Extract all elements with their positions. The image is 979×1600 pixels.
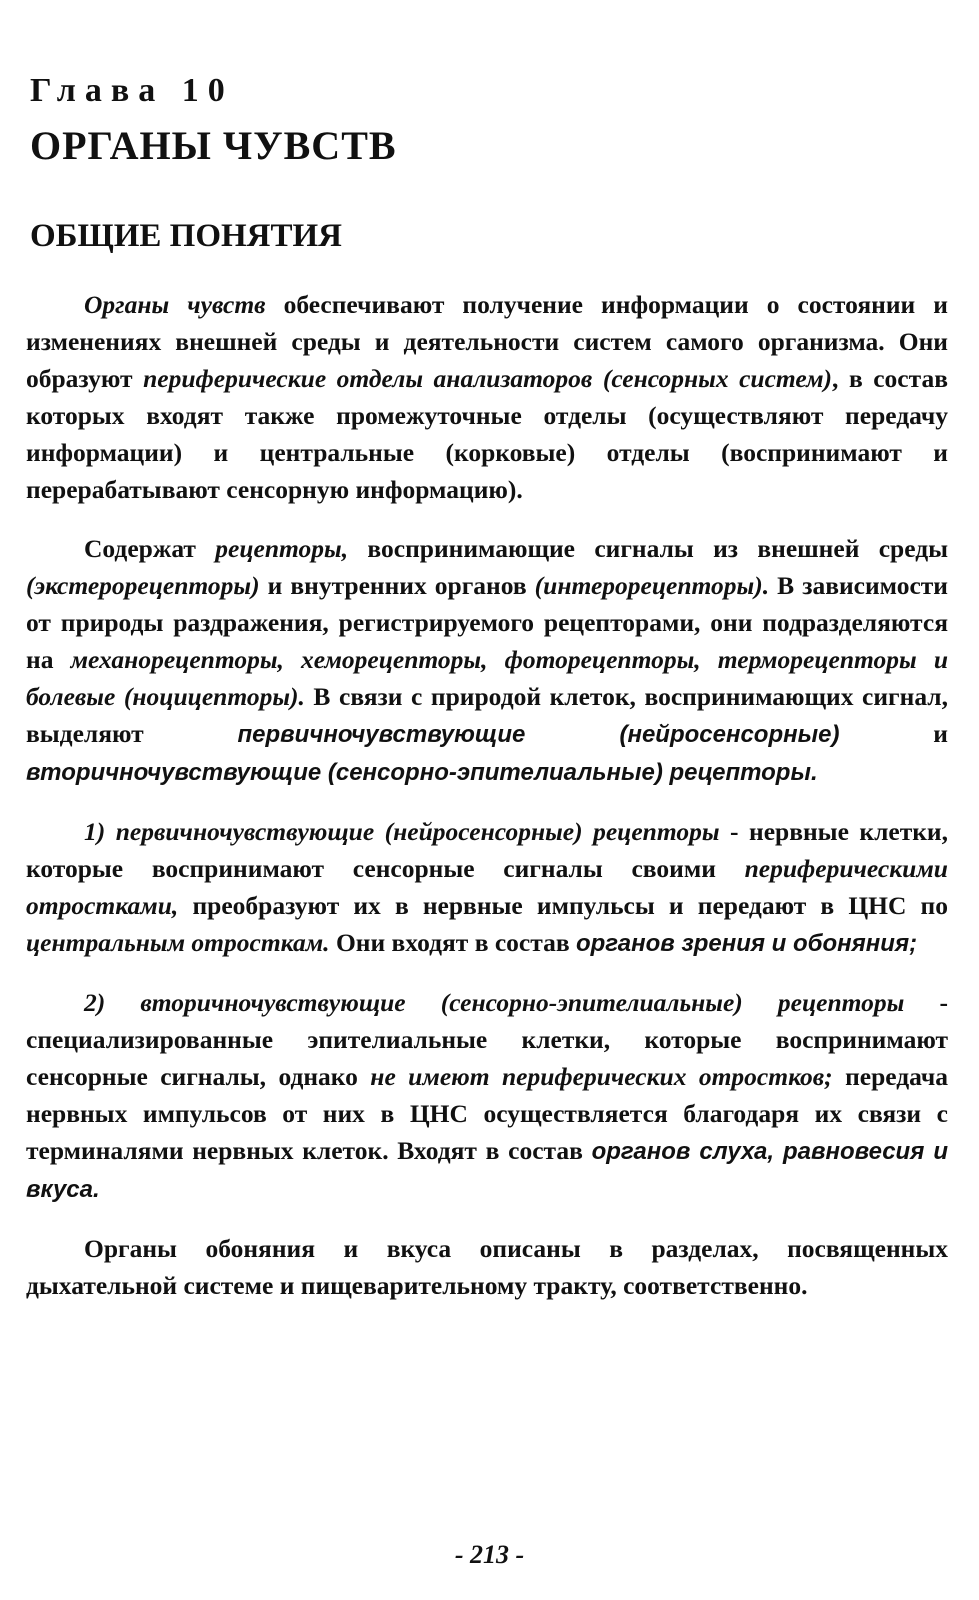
- body-text: [26, 286, 948, 1326]
- paragraph-2: Содержат рецепторы, воспринимающие сигналы из внешней среды (экстерорецепторы) и внутренних органов (интерорецепторы). В зависимости от природы раздражения, регистрируемого рецепторами, они подразделяются на механорецепторы, хеморецепторы, фоторецепторы, терморецепторы и болевые (ноцицепторы). В связи с природой клеток, воспринимающих сигнал, выделяют первичночувствующие (нейросенсорные) и вторичночувствующие (сенсорно-эпителиальные) рецепторы.: [26, 534, 949, 786]
- section-title: ОБЩИЕ ПОНЯТИЯ: [30, 218, 343, 254]
- page-number: - 213 -: [454, 1540, 525, 1569]
- chapter-title: ОРГАНЫ ЧУВСТВ: [30, 123, 397, 168]
- chapter-label: Глава 10: [30, 72, 234, 109]
- paragraph-4: 2) вторичночувствующие (сенсорно-эпителиальные) рецепторы - специализированные эпителиальные клетки, которые воспринимают сенсорные сигналы, однако не имеют периферических отростков; передача нервных импульсов от них в ЦНС осуществляется благодаря их связи с терминалями нервных клеток. Входят в состав органов слуха, равновесия и вкуса.: [26, 988, 948, 1203]
- paragraph-5: Органы обоняния и вкуса описаны в разделах, посвященных дыхательной системе и пищеварительному тракту, соответственно.: [26, 1234, 948, 1300]
- paragraph-3: 1) первичночувствующие (нейросенсорные) рецепторы - нервные клетки, которые воспринимают сенсорные сигналы своими периферическими отростками, преобразуют их в нервные импульсы и передают в ЦНС по центральным отросткам. Они входят в состав органов зрения и обоняния;: [26, 817, 948, 957]
- paragraph-1: Органы чувств обеспечивают получение информации о состоянии и изменениях внешней среды и деятельности систем самого организма. Они образуют периферические отделы анализаторов (сенсорных систем), в состав которых входят также промежуточные отделы (осуществляют передачу информации) и центральные (корковые) отделы (воспринимают и перерабатывают сенсорную информацию).: [26, 290, 948, 504]
